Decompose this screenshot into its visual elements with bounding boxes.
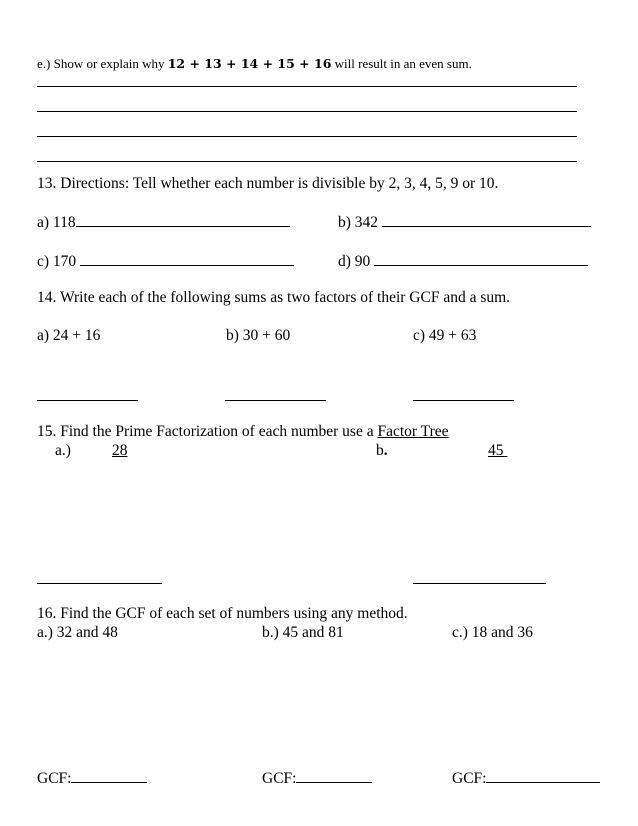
q16-gcf-c [452, 768, 600, 788]
q12e-answer-line-3[interactable] [37, 136, 577, 137]
q16-gcf-c-label: GCF: [452, 770, 487, 787]
q12e-text-after: will result in an even sum. [334, 56, 472, 71]
q14-answer-c[interactable] [413, 400, 514, 401]
q16-gcf-a [37, 768, 147, 788]
q13-item-d [338, 251, 588, 271]
q12e-text-before: Show or explain why [53, 56, 165, 71]
q16-heading: 16. Find the GCF of each set of numbers using any method. [37, 605, 408, 622]
q12e-answer-line-4[interactable] [37, 161, 577, 162]
q12e-answer-line-1[interactable] [37, 86, 577, 87]
q13-heading: 13. Directions: Tell whether each number is divisible by 2, 3, 4, 5, 9 or 10. [37, 175, 499, 192]
q15-answer-b[interactable] [413, 583, 546, 584]
q16-item-b: b.) 45 and 81 [262, 624, 344, 641]
q15-b-label [376, 442, 388, 460]
q13-answer-b[interactable] [382, 212, 591, 227]
q14-item-a: a) 24 + 16 [37, 327, 101, 344]
q16-gcf-b-label: GCF: [262, 770, 297, 787]
q12e-label: e.) [37, 56, 51, 71]
q13-item-b [338, 212, 591, 232]
q12e-prompt [37, 56, 472, 72]
q15-heading-text: 15. Find the Prime Factorization of each number use a [37, 423, 374, 440]
q13-answer-d[interactable] [374, 251, 588, 266]
q15-b-value [488, 442, 507, 460]
q16-item-a: a.) 32 and 48 [37, 624, 118, 641]
q14-item-b: b) 30 + 60 [226, 327, 291, 344]
q13-item-a-label: a) 118 [37, 214, 76, 231]
q12e-answer-line-2[interactable] [37, 111, 577, 112]
q13-item-d-label: d) 90 [338, 253, 371, 270]
q16-gcf-b-answer[interactable] [296, 768, 372, 783]
q14-item-c: c) 49 + 63 [413, 327, 477, 344]
q12e-expression: 12 + 13 + 14 + 15 + 16 [167, 56, 332, 71]
q13-answer-a[interactable] [76, 212, 290, 227]
q15-factor-tree-link[interactable]: Factor Tree [377, 423, 449, 440]
q16-gcf-b [262, 768, 372, 788]
q15-b-letter: b [376, 442, 384, 459]
q13-item-a [37, 212, 290, 232]
q14-answer-b[interactable] [225, 400, 326, 401]
q15-b-dot: . [383, 442, 388, 459]
q13-item-c [37, 251, 294, 271]
q15-heading [37, 423, 449, 441]
q14-answer-a[interactable] [37, 400, 138, 401]
q16-gcf-a-answer[interactable] [71, 768, 147, 783]
q16-item-c: c.) 18 and 36 [452, 624, 533, 641]
q13-item-c-label: c) 170 [37, 253, 77, 270]
q14-heading: 14. Write each of the following sums as two factors of their GCF and a sum. [37, 289, 511, 306]
q15-b-value-text: 45 [488, 442, 504, 459]
q16-gcf-c-answer[interactable] [486, 768, 600, 783]
q15-answer-a[interactable] [37, 583, 162, 584]
q13-item-b-label: b) 342 [338, 214, 379, 231]
q15-a-label: a.) [55, 442, 71, 459]
q13-answer-c[interactable] [80, 251, 294, 266]
q15-a-value: 28 [112, 442, 128, 459]
q16-gcf-a-label: GCF: [37, 770, 72, 787]
